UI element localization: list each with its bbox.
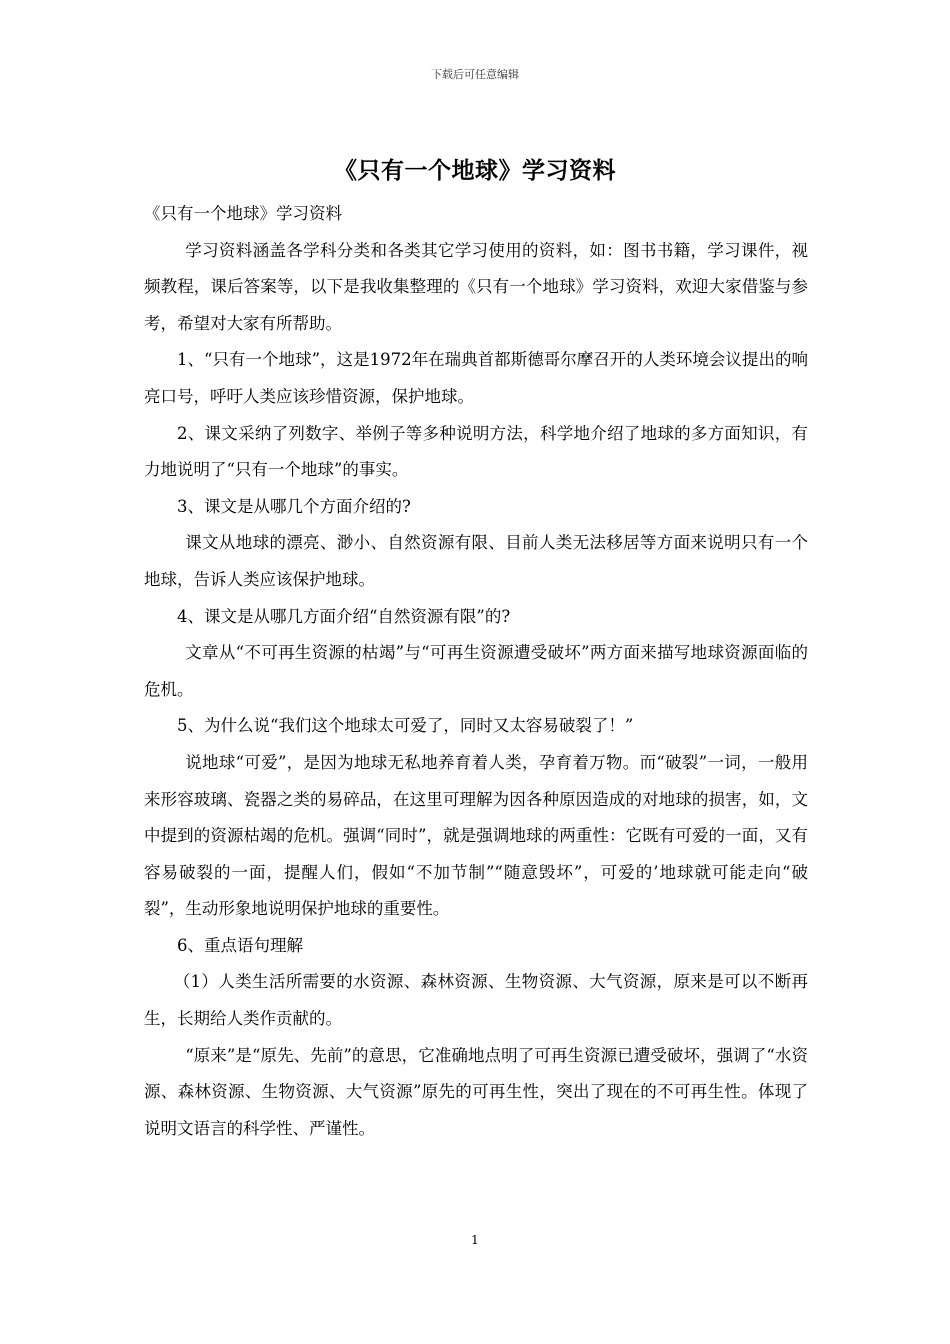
answer-3-paragraph: 课文从地球的漂亮、渺小、自然资源有限、目前人类无法移居等方面来说明只有一个地球，告诉人类应该保护地球。 <box>144 533 808 589</box>
question-3-paragraph: 3、课文是从哪几个方面介绍的? <box>177 496 411 516</box>
sentence-1-paragraph: （1）人类生活所需要的水资源、森林资源、生物资源、大气资源，原来是可以不断再生，长期给人类作贡献的。 <box>144 972 808 1029</box>
question-4-paragraph: 4、课文是从哪几方面介绍“自然资源有限”的? <box>177 606 511 626</box>
point-2-paragraph: 2、课文采纳了列数字、举例子等多种说明方法，科学地介绍了地球的多方面知识，有力地说明了“只有一个地球”的事实。 <box>144 423 808 480</box>
question-5-paragraph: 5、为什么说“我们这个地球太可爱了，同时又太容易破裂了！” <box>177 716 634 736</box>
page-number: 1 <box>471 1233 479 1247</box>
document-title: 《只有一个地球》学习资料 <box>334 157 616 184</box>
answer-5-paragraph: 说地球“可爱”，是因为地球无私地养育着人类，孕育着万物。而“破裂”一词，一般用来形容玻璃、瓷器之类的易碎品，在这里可理解为因各种原因造成的对地球的损害，如，文中提到的资源枯竭的危机。强调“同时”，就是强调地球的两重性：它既有可爱的一面，又有容易破裂的一面，提醒人们，假如“不加节制”“随意毁坏”，可爱的’地球就可能走向“破裂”，生动形象地说明保护地球的重要性。 <box>144 752 808 919</box>
section-6-heading: 6、重点语句理解 <box>177 935 303 955</box>
header-note: 下载后可任意编辑 <box>431 68 519 81</box>
point-1-paragraph: 1、“只有一个地球”，这是1972年在瑞典首都斯德哥尔摩召开的人类环境会议提出的响亮口号，呼吁人类应该珍惜资源，保护地球。 <box>144 350 808 406</box>
subtitle-paragraph: 《只有一个地球》学习资料 <box>144 204 342 223</box>
document-body <box>144 196 808 1147</box>
intro-paragraph: 学习资料涵盖各学科分类和各类其它学习使用的资料，如：图书书籍，学习课件，视频教程，课后答案等，以下是我收集整理的《只有一个地球》学习资料，欢迎大家借鉴与参考，希望对大家有所帮助。 <box>144 240 808 333</box>
answer-4-paragraph: 文章从“不可再生资源的枯竭”与“可再生资源遭受破坏”两方面来描写地球资源面临的危机。 <box>144 643 808 699</box>
sentence-1-explanation: “原来”是“原先、先前”的意思，它准确地点明了可再生资源已遭受破坏，强调了“水资源、森林资源、生物资源、大气资源”原先的可再生性，突出了现在的不可再生性。体现了说明文语言的科学性、严谨性。 <box>144 1045 808 1138</box>
